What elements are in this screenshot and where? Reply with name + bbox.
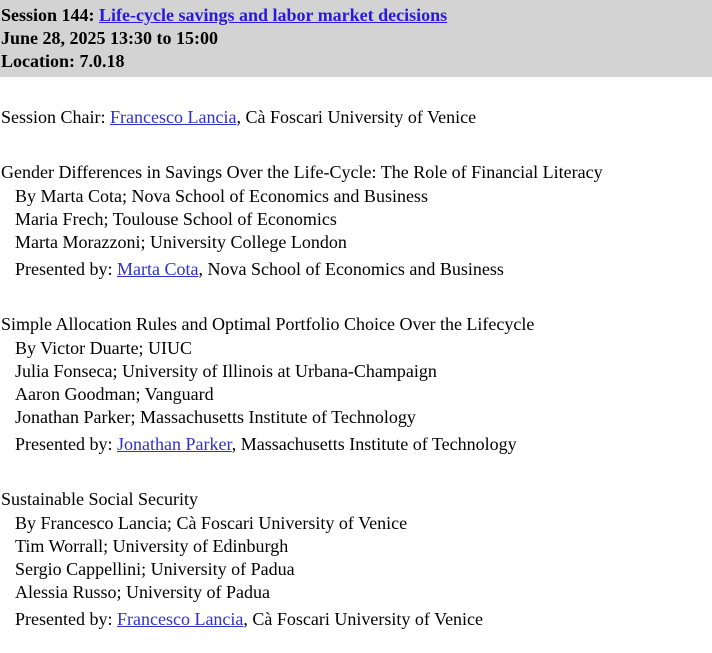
paper-title: Sustainable Social Security: [1, 489, 198, 509]
author-line: By Francesco Lancia; Cà Foscari University of Venice: [15, 513, 408, 533]
author-line: Sergio Cappellini; University of Padua: [15, 559, 295, 579]
chair-affiliation: , Cà Foscari University of Venice: [236, 107, 477, 127]
paper-item: [0, 488, 712, 630]
presenter-affiliation: , Massachusetts Institute of Technology: [231, 434, 517, 454]
session-title-link[interactable]: Life-cycle savings and labor market decisions: [99, 5, 448, 25]
presenter-link[interactable]: Francesco Lancia: [116, 609, 244, 629]
paper-item: [0, 313, 712, 455]
session-number: Session 144:: [1, 5, 95, 25]
session-header: [0, 0, 712, 77]
author-line: Marta Morazzoni; University College London: [15, 232, 347, 252]
session-title-line: [1, 4, 712, 27]
presenter-affiliation: , Nova School of Economics and Business: [198, 259, 504, 279]
author-line: Alessia Russo; University of Padua: [15, 582, 270, 602]
author-line: Aaron Goodman; Vanguard: [15, 384, 214, 404]
presented-label: Presented by:: [15, 434, 113, 454]
paper-authors: [0, 337, 712, 429]
chair-label: Session Chair:: [1, 107, 106, 127]
presented-label: Presented by:: [15, 259, 113, 279]
session-datetime: June 28, 2025 13:30 to 15:00: [1, 28, 218, 48]
author-line: Maria Frech; Toulouse School of Economics: [15, 209, 337, 229]
session-chair: [0, 106, 712, 128]
presented-by: [0, 608, 712, 630]
session-location: Location: 7.0.18: [1, 51, 125, 71]
paper-authors: [0, 185, 712, 254]
author-line: Julia Fonseca; University of Illinois at Urbana-Champaign: [15, 361, 437, 381]
presented-label: Presented by:: [15, 609, 113, 629]
paper-item: [0, 161, 712, 280]
paper-title: Simple Allocation Rules and Optimal Portfolio Choice Over the Lifecycle: [1, 314, 535, 334]
session-content: [0, 106, 712, 630]
author-line: Tim Worrall; University of Edinburgh: [15, 536, 289, 556]
author-line: By Victor Duarte; UIUC: [15, 338, 193, 358]
presenter-link[interactable]: Marta Cota: [116, 259, 199, 279]
chair-name-link[interactable]: Francesco Lancia: [110, 107, 237, 127]
author-line: Jonathan Parker; Massachusetts Institute of Technology: [15, 407, 416, 427]
paper-authors: [0, 512, 712, 604]
author-line: By Marta Cota; Nova School of Economics and Business: [15, 186, 428, 206]
presenter-link[interactable]: Jonathan Parker: [116, 434, 232, 454]
presented-by: [0, 433, 712, 455]
presented-by: [0, 258, 712, 280]
paper-title: Gender Differences in Savings Over the Life-Cycle: The Role of Financial Literacy: [1, 162, 603, 182]
presenter-affiliation: , Cà Foscari University of Venice: [243, 609, 484, 629]
